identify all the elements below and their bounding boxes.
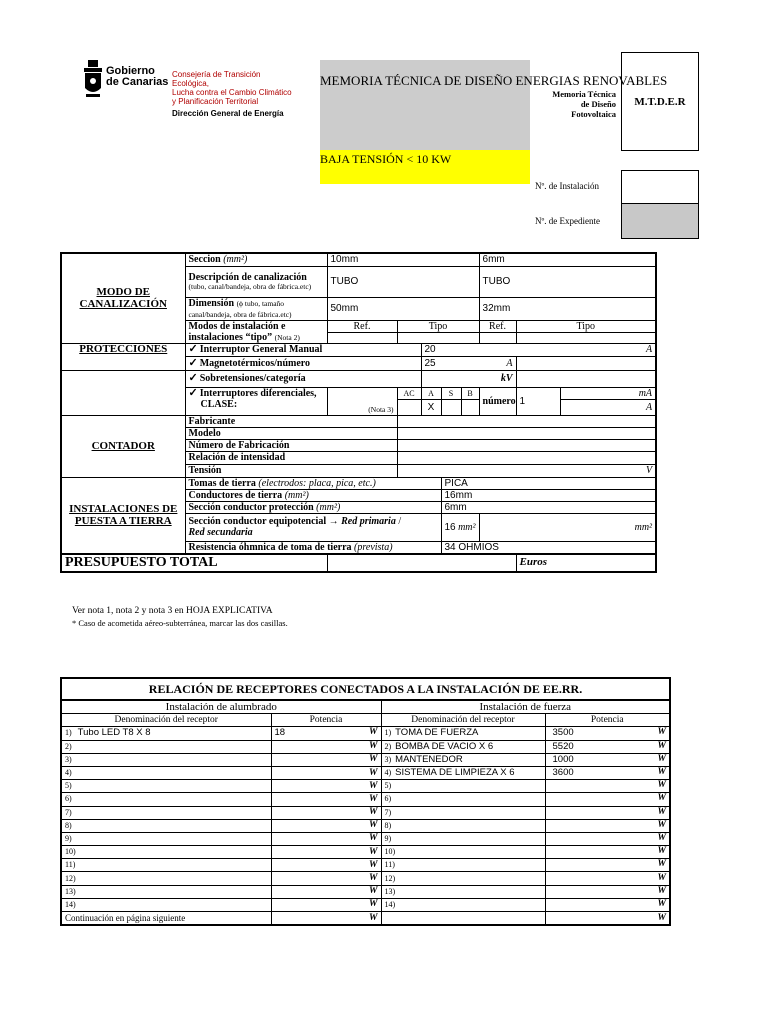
alumbrado-receptor-name[interactable] — [61, 766, 271, 779]
conductores-text: Conductores de tierra — [188, 489, 283, 501]
igm-unit: A — [645, 344, 653, 355]
alumbrado-row-number: 2) — [65, 741, 72, 751]
red-secundaria: Red secundaria — [188, 527, 253, 538]
fuerza-row-number: 9) — [384, 833, 392, 843]
fuerza-row-unit: W — [657, 740, 666, 751]
notes-block — [72, 605, 288, 629]
conductores-unit: (mm²) — [284, 489, 309, 501]
seccion-unit: (mm²) — [223, 254, 248, 266]
receptor-row — [61, 753, 670, 766]
dimension-value-1[interactable]: 50mm — [327, 297, 479, 320]
fuerza-receptor-name[interactable] — [381, 766, 545, 779]
alumbrado-row-number: 10) — [65, 847, 76, 857]
fabricante-value[interactable] — [397, 415, 656, 427]
alumbrado-receptor-potencia[interactable] — [271, 819, 381, 832]
canalizacion-section-label: MODO DE CANALIZACIÓN — [61, 253, 185, 343]
alumbrado-receptor-name[interactable] — [61, 806, 271, 819]
receptor-row — [61, 846, 670, 859]
fuerza-receptor-potencia[interactable] — [545, 766, 670, 779]
magneto-extra[interactable] — [516, 356, 656, 370]
fuerza-row-unit: W — [657, 832, 666, 843]
alumbrado-row-number: 12) — [65, 873, 76, 883]
continuacion-fuerza-name[interactable] — [381, 912, 545, 926]
fuerza-receptor-name[interactable] — [381, 872, 545, 885]
alumbrado-row-number: 4) — [65, 768, 72, 778]
alumbrado-row-unit: W — [369, 873, 378, 884]
fuerza-receptor-name[interactable] — [381, 727, 545, 740]
fuerza-row-number: 11) — [384, 860, 395, 870]
fuerza-row-potencia — [549, 846, 553, 857]
fuerza-receptor-potencia[interactable] — [545, 898, 670, 911]
equipotencial-unit-1: mm² — [458, 521, 476, 533]
alumbrado-receptor-name[interactable] — [61, 885, 271, 898]
fuerza-receptor-potencia[interactable] — [545, 819, 670, 832]
tension-value[interactable]: V — [397, 464, 656, 477]
class-a-box[interactable]: X — [421, 399, 441, 415]
equipotencial-value-2[interactable]: mm² — [479, 513, 656, 541]
equipotencial-label: Sección conductor equipotencial → Red primaria / Red secundaria — [185, 513, 441, 541]
modelo-label: Modelo — [185, 427, 397, 439]
alumbrado-row-number: 14) — [65, 899, 76, 909]
fuerza-receptor-name[interactable] — [381, 859, 545, 872]
protecciones-blank — [61, 370, 185, 415]
subtitle-line-2: de Diseño — [580, 99, 616, 109]
alumbrado-receptor-potencia[interactable] — [271, 793, 381, 806]
seccion-value-1[interactable]: 10mm — [327, 253, 479, 266]
alumbrado-row-unit: W — [369, 833, 378, 844]
alumbrado-row-unit: W — [369, 727, 378, 738]
fuerza-denominacion-header: Denominación del receptor — [381, 714, 545, 727]
relacion-label: Relación de intensidad — [185, 451, 397, 464]
alumbrado-row-number: 13) — [65, 886, 76, 896]
tomas-value[interactable]: PICA — [441, 477, 656, 489]
sobre-extra[interactable] — [516, 370, 656, 387]
logo-name — [106, 66, 168, 88]
igm-label — [185, 343, 421, 356]
descripcion-text: Descripción de canalización — [188, 272, 307, 283]
fuerza-row-potencia — [549, 807, 553, 818]
alumbrado-receptor-potencia[interactable] — [271, 872, 381, 885]
logo-line-1: Gobierno — [106, 65, 155, 77]
receptor-row — [61, 766, 670, 779]
resistencia-value[interactable]: 34 OHMIOS — [441, 541, 656, 554]
alumbrado-row-number: 11) — [65, 860, 76, 870]
fuerza-row-name: TOMA DE FUERZA — [395, 727, 479, 739]
fuerza-receptor-name[interactable] — [381, 832, 545, 845]
receptor-row — [61, 819, 670, 832]
fuerza-row-number: 6) — [384, 794, 392, 804]
sobre-check-icon[interactable]: ✓ — [188, 372, 198, 384]
receptores-body — [61, 727, 670, 912]
fuerza-row-number: 13) — [384, 886, 396, 896]
fuerza-row-potencia: 3500 — [552, 727, 574, 739]
magneto-check-icon[interactable]: ✓ — [188, 356, 198, 369]
magneto-amps: 25 — [424, 357, 436, 369]
alumbrado-receptor-name[interactable] — [61, 793, 271, 806]
tension-row-label: Tensión — [185, 464, 397, 477]
alumbrado-row-number: 6) — [65, 794, 72, 804]
alumbrado-row-unit: W — [369, 886, 378, 897]
igm-value[interactable] — [421, 343, 656, 356]
dimension-label — [185, 297, 327, 320]
dif-label — [185, 387, 327, 415]
fuerza-row-unit: W — [657, 898, 666, 909]
sobre-text: Sobretensiones/categoría — [199, 373, 306, 384]
alumbrado-row-unit: W — [369, 741, 378, 752]
ref-value-2[interactable] — [479, 333, 516, 343]
fuerza-row-name: MANTENEDOR — [395, 753, 463, 765]
expediente-number-field[interactable] — [621, 203, 699, 239]
resistencia-sub: (prevista) — [354, 541, 393, 553]
alumbrado-receptor-potencia[interactable] — [271, 740, 381, 753]
fuerza-row-unit: W — [657, 885, 666, 896]
dimension-text: Dimensión — [188, 297, 235, 309]
fuerza-receptor-name[interactable] — [381, 806, 545, 819]
descripcion-value-2[interactable]: TUBO — [479, 266, 656, 297]
alumbrado-row-unit: W — [369, 780, 378, 791]
dept-line-4: Dirección General de Energía — [172, 109, 284, 118]
fuerza-receptor-potencia[interactable] — [545, 806, 670, 819]
fuerza-receptor-name[interactable] — [381, 819, 545, 832]
numero-value[interactable]: 1 — [516, 387, 560, 415]
subtitle-line-3: Fotovoltaica — [571, 109, 616, 119]
fuerza-row-unit: W — [657, 767, 666, 778]
receptor-row — [61, 793, 670, 806]
presupuesto-label: PRESUPUESTO TOTAL — [61, 554, 327, 572]
fuerza-row-potencia — [549, 859, 553, 870]
class-s-box[interactable] — [441, 399, 461, 415]
proteccion-cond-unit: (mm²) — [316, 501, 341, 513]
alumbrado-row-unit: W — [369, 846, 378, 857]
fuerza-row-unit: W — [657, 819, 666, 830]
igm-amps: 20 — [424, 344, 436, 355]
ref-header-1: Ref. — [327, 320, 397, 333]
dif-a-unit[interactable]: A — [560, 399, 656, 415]
fuerza-receptor-name[interactable] — [381, 740, 545, 753]
fuerza-row-unit: W — [657, 806, 666, 817]
equipotencial-value-1[interactable] — [441, 513, 479, 541]
fuerza-row-name: SISTEMA DE LIMPIEZA X 6 — [395, 767, 515, 779]
fuerza-row-potencia — [549, 886, 553, 897]
department-text — [172, 70, 292, 118]
dimension-sub: (ϕ tubo, tamaño canal/bandeja, obra de fábrica.etc) — [188, 298, 292, 319]
alumbrado-header: Instalación de alumbrado — [61, 700, 381, 714]
tipo-header-2: Tipo — [516, 320, 656, 333]
magneto-label — [185, 356, 421, 370]
modelo-value[interactable] — [397, 427, 656, 439]
receptores-table — [60, 677, 671, 926]
num-fabricacion-value[interactable] — [397, 439, 656, 451]
class-ac-box[interactable] — [397, 399, 421, 415]
class-a: A — [421, 387, 441, 399]
fuerza-row-unit: W — [657, 793, 666, 804]
alumbrado-row-unit: W — [369, 820, 378, 831]
fuerza-row-number: 1) — [384, 728, 392, 738]
class-s: S — [441, 387, 461, 399]
conductores-label — [185, 489, 441, 501]
descripcion-sub: (tubo, canal/bandeja, obra de fábrica.etc) — [188, 282, 312, 291]
fuerza-row-number: 12) — [384, 873, 396, 883]
ref-header-2: Ref. — [479, 320, 516, 333]
receptor-row — [61, 780, 670, 793]
receptor-row — [61, 859, 670, 872]
tension-yellow-box — [320, 150, 530, 184]
alumbrado-receptor-potencia[interactable] — [271, 753, 381, 766]
fuerza-row-name: BOMBA DE VACIO X 6 — [395, 740, 494, 752]
fuerza-row-number: 8) — [384, 820, 392, 830]
fuerza-row-unit: W — [657, 859, 666, 870]
alumbrado-denominacion-header: Denominación del receptor — [61, 714, 271, 727]
fuerza-receptor-potencia[interactable] — [545, 859, 670, 872]
dif-ma-unit[interactable]: mA — [560, 387, 656, 399]
alumbrado-row-unit: W — [369, 767, 378, 778]
alumbrado-receptor-potencia[interactable] — [271, 859, 381, 872]
document-subtitle — [530, 89, 616, 119]
magneto-text: Magnetotérmicos/número — [199, 357, 311, 369]
alumbrado-receptor-name[interactable] — [61, 780, 271, 793]
igm-text: Interruptor General Manual — [199, 344, 323, 355]
alumbrado-row-number: 1) — [65, 728, 72, 738]
alumbrado-row-number: 8) — [65, 820, 72, 830]
expediente-label: Nº. de Expediente — [535, 216, 601, 226]
alumbrado-row-unit: W — [369, 754, 378, 765]
clase-label: CLASE: — [200, 398, 238, 410]
receptores-title: RELACIÓN DE RECEPTORES CONECTADOS A LA INSTALACIÓN DE EE.RR. — [61, 678, 670, 700]
alumbrado-row-unit: W — [369, 807, 378, 818]
fuerza-receptor-potencia[interactable] — [545, 832, 670, 845]
fuerza-receptor-potencia[interactable] — [545, 727, 670, 740]
alumbrado-receptor-potencia[interactable] — [271, 806, 381, 819]
canarias-shield-icon — [82, 60, 104, 100]
fuerza-row-number: 4) — [384, 768, 392, 778]
subtitle-line-1: Memoria Técnica — [552, 89, 616, 99]
alumbrado-receptor-name[interactable] — [61, 753, 271, 766]
alumbrado-row-unit: W — [369, 899, 378, 910]
fuerza-row-number: 2) — [384, 741, 392, 751]
conductores-value[interactable]: 16mm — [441, 489, 656, 501]
alumbrado-receptor-potencia[interactable] — [271, 885, 381, 898]
class-b-box[interactable] — [461, 399, 479, 415]
fuerza-receptor-name[interactable] — [381, 780, 545, 793]
alumbrado-receptor-name[interactable] — [61, 832, 271, 845]
seccion-label — [185, 253, 327, 266]
notes-line-1: Ver nota 1, nota 2 y nota 3 en HOJA EXPLICATIVA — [72, 606, 273, 616]
nota3-label: (Nota 3) — [327, 387, 397, 415]
ref-value-1[interactable] — [327, 333, 397, 343]
equipotencial-text: Sección conductor equipotencial → — [188, 516, 339, 527]
fuerza-row-unit: W — [657, 753, 666, 764]
instalacion-number-field[interactable] — [621, 170, 699, 205]
fuerza-row-potencia — [549, 780, 553, 791]
descripcion-value-1[interactable]: TUBO — [327, 266, 479, 297]
fuerza-row-number: 7) — [384, 807, 392, 817]
receptor-row — [61, 806, 670, 819]
continuacion-label: Continuación en página siguiente — [61, 912, 271, 926]
alumbrado-row-number: 9) — [65, 833, 72, 843]
sobre-label — [185, 370, 421, 387]
alumbrado-receptor-potencia[interactable] — [271, 846, 381, 859]
tension-label: BAJA TENSIÓN < 10 KW — [320, 152, 452, 166]
tierra-section-label: INSTALACIONES DE PUESTA A TIERRA — [61, 477, 185, 554]
receptor-row — [61, 740, 670, 753]
fuerza-receptor-potencia[interactable] — [545, 740, 670, 753]
fuerza-row-potencia — [549, 793, 553, 804]
logo-block — [82, 60, 292, 118]
fuerza-receptor-potencia[interactable] — [545, 872, 670, 885]
document-code: M.T.D.E.R — [634, 95, 686, 108]
logo-line-2: de Canarias — [106, 76, 169, 88]
fuerza-receptor-potencia[interactable] — [545, 753, 670, 766]
seccion-value-2[interactable]: 6mm — [479, 253, 656, 266]
presupuesto-unit: Euros — [516, 554, 656, 572]
alumbrado-receptor-potencia[interactable] — [271, 898, 381, 911]
alumbrado-receptor-potencia[interactable] — [271, 832, 381, 845]
alumbrado-row-name: Tubo LED T8 X 8 — [77, 727, 151, 739]
fuerza-row-potencia — [549, 873, 553, 884]
fuerza-receptor-name[interactable] — [381, 898, 545, 911]
receptor-row — [61, 872, 670, 885]
alumbrado-potencia-header: Potencia — [271, 714, 381, 727]
fuerza-row-potencia: 1000 — [552, 753, 574, 765]
modos-text: Modos de instalación e instalaciones “tipo” — [188, 320, 286, 343]
tomas-label — [185, 477, 441, 489]
alumbrado-receptor-potencia[interactable] — [271, 727, 381, 740]
modos-note: (Nota 2) — [274, 332, 300, 342]
class-b: B — [461, 387, 479, 399]
dept-line-1: Consejería de Transición Ecológica, — [172, 70, 261, 88]
igm-check-icon[interactable]: ✓ — [188, 343, 198, 355]
magneto-value[interactable] — [421, 356, 516, 370]
fuerza-receptor-name[interactable] — [381, 793, 545, 806]
fuerza-receptor-name[interactable] — [381, 885, 545, 898]
class-ac: AC — [397, 387, 421, 399]
fuerza-row-potencia — [549, 833, 553, 844]
technical-table — [60, 252, 657, 573]
fuerza-receptor-name[interactable] — [381, 846, 545, 859]
alumbrado-row-potencia: 18 — [274, 727, 286, 739]
fuerza-receptor-potencia[interactable] — [545, 846, 670, 859]
proteccion-cond-label — [185, 501, 441, 513]
fuerza-receptor-name[interactable] — [381, 753, 545, 766]
presupuesto-value[interactable] — [327, 554, 516, 572]
fuerza-row-unit: W — [657, 872, 666, 883]
tipo-value-1[interactable] — [397, 333, 479, 343]
protecciones-section-label: PROTECCIONES — [61, 343, 185, 370]
fuerza-row-potencia — [549, 899, 553, 910]
fuerza-receptor-potencia[interactable] — [545, 885, 670, 898]
alumbrado-receptor-potencia[interactable] — [271, 766, 381, 779]
alumbrado-receptor-name[interactable] — [61, 859, 271, 872]
alumbrado-row-number: 5) — [65, 781, 72, 791]
descripcion-label — [185, 266, 327, 297]
proteccion-cond-value[interactable]: 6mm — [441, 501, 656, 513]
fuerza-row-potencia — [549, 820, 553, 831]
fuerza-row-potencia: 5520 — [552, 740, 574, 752]
resistencia-text: Resistencia óhmnica de toma de tierra — [188, 541, 352, 553]
continuacion-fuerza-potencia[interactable]: W — [545, 912, 670, 926]
fuerza-row-unit: W — [657, 727, 666, 738]
fabricante-label: Fabricante — [185, 415, 397, 427]
numero-label: número — [479, 387, 516, 415]
continuacion-potencia[interactable]: W — [271, 912, 381, 926]
dimension-value-2[interactable]: 32mm — [479, 297, 656, 320]
dif-check-icon[interactable]: ✓ — [188, 386, 198, 399]
dif-text: Interruptores diferenciales, — [199, 387, 317, 399]
dept-line-2: Lucha contra el Cambio Climático — [172, 88, 292, 97]
instalacion-label: Nº. de Instalación — [535, 181, 600, 191]
alumbrado-row-unit: W — [369, 859, 378, 870]
alumbrado-receptor-name[interactable] — [61, 740, 271, 753]
relacion-value[interactable] — [397, 451, 656, 464]
alumbrado-receptor-potencia[interactable] — [271, 780, 381, 793]
alumbrado-row-number: 7) — [65, 807, 72, 817]
fuerza-header: Instalación de fuerza — [381, 700, 670, 714]
resistencia-label — [185, 541, 441, 554]
alumbrado-row-unit: W — [369, 793, 378, 804]
tipo-header-1: Tipo — [397, 320, 479, 333]
fuerza-row-number: 14) — [384, 899, 396, 909]
tomas-text: Tomas de tierra — [188, 477, 256, 489]
fuerza-row-number: 3) — [384, 754, 392, 764]
receptor-row — [61, 727, 670, 740]
alumbrado-receptor-name[interactable] — [61, 898, 271, 911]
receptor-row — [61, 832, 670, 845]
magneto-unit: A — [506, 357, 513, 369]
sobre-value[interactable]: kV — [421, 370, 516, 387]
dept-line-3: y Planificación Territorial — [172, 97, 259, 106]
red-primaria: Red primaria — [341, 516, 396, 527]
receptor-row — [61, 885, 670, 898]
fuerza-receptor-potencia[interactable] — [545, 793, 670, 806]
alumbrado-receptor-name[interactable] — [61, 872, 271, 885]
num-fabricacion-label: Número de Fabricación — [185, 439, 397, 451]
fuerza-potencia-header: Potencia — [545, 714, 670, 727]
tipo-value-2[interactable] — [516, 333, 656, 343]
fuerza-row-potencia: 3600 — [552, 767, 574, 779]
fuerza-row-number: 10) — [384, 847, 396, 857]
tomas-sub: (electrodos: placa, pica, etc.) — [258, 477, 376, 489]
equipotencial-num: 16 — [444, 521, 456, 533]
document-code-box — [621, 52, 699, 151]
alumbrado-receptor-name[interactable] — [61, 727, 271, 740]
notes-line-2: * Caso de acometida aéreo-subterránea, marcar las dos casillas. — [72, 618, 288, 628]
alumbrado-row-number: 3) — [65, 754, 72, 764]
alumbrado-receptor-name[interactable] — [61, 819, 271, 832]
receptor-row — [61, 898, 670, 911]
fuerza-row-unit: W — [657, 846, 666, 857]
fuerza-row-number: 5) — [384, 781, 392, 791]
proteccion-cond-text: Sección conductor protección — [188, 501, 314, 513]
contador-section-label: CONTADOR — [61, 415, 185, 477]
alumbrado-receptor-name[interactable] — [61, 846, 271, 859]
document-title: MEMORIA TÉCNICA DE DISEÑO ENERGIAS RENOVABLES — [320, 73, 668, 88]
fuerza-row-unit: W — [657, 780, 666, 791]
modos-label — [185, 320, 327, 343]
seccion-text: Seccion — [188, 254, 221, 266]
fuerza-receptor-potencia[interactable] — [545, 780, 670, 793]
